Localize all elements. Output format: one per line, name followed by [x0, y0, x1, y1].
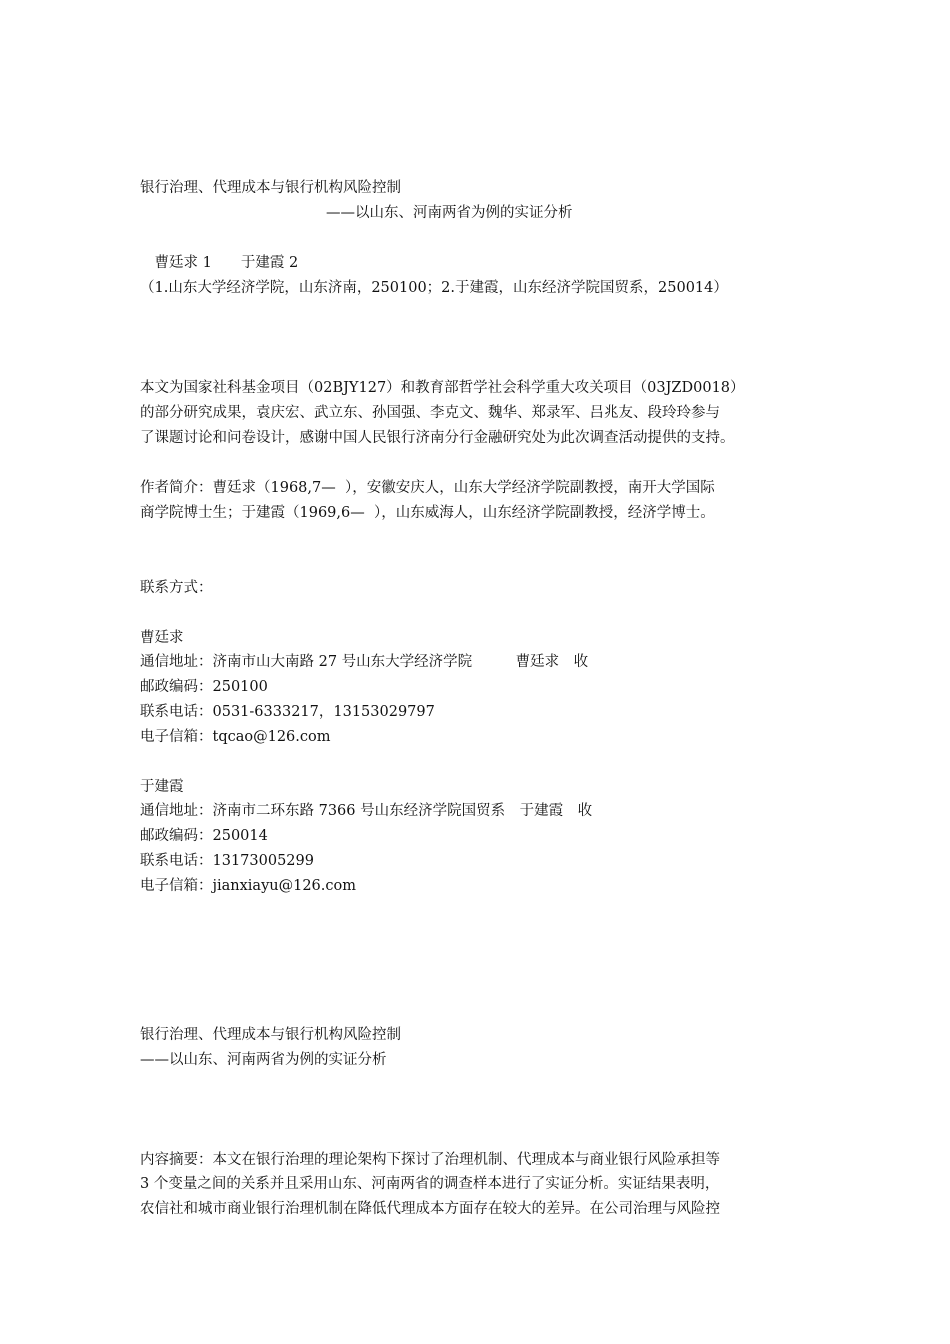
abstract-line: 内容摘要：本文在银行治理的理论架构下探讨了治理机制、代理成本与商业银行风险承担等	[140, 1152, 720, 1168]
contact-name: 于建霞	[140, 779, 184, 795]
document-title: 银行治理、代理成本与银行机构风险控制	[140, 180, 401, 196]
author-names: 曹廷求 1 于建霞 2	[140, 255, 299, 271]
contact-phone: 联系电话：13173005299	[140, 853, 314, 869]
abstract-line: 农信社和城市商业银行治理机制在降低代理成本方面存在较大的差异。在公司治理与风险控	[140, 1201, 720, 1217]
document-subtitle: ——以山东、河南两省为例的实证分析	[326, 205, 573, 221]
section-title: 银行治理、代理成本与银行机构风险控制	[140, 1027, 401, 1043]
bio-line: 作者简介：曹廷求（1968,7— ），安徽安庆人，山东大学经济学院副教授，南开大学国际	[140, 480, 715, 496]
contact-postcode: 邮政编码：250014	[140, 828, 268, 844]
funding-line: 本文为国家社科基金项目（02BJY127）和教育部哲学社会科学重大攻关项目（03JZD0018）	[140, 380, 745, 396]
abstract-line: 3 个变量之间的关系并且采用山东、河南两省的调查样本进行了实证分析。实证结果表明，	[140, 1176, 720, 1192]
contact-name: 曹廷求	[140, 630, 184, 646]
funding-line: 的部分研究成果，袁庆宏、武立东、孙国强、李克文、魏华、郑录军、吕兆友、段玲玲参与	[140, 405, 720, 421]
funding-line: 了课题讨论和问卷设计，感谢中国人民银行济南分行金融研究处为此次调查活动提供的支持。	[140, 430, 735, 446]
contact-postcode: 邮政编码：250100	[140, 679, 268, 695]
contact-address: 通信地址：济南市二环东路 7366 号山东经济学院国贸系 于建霞 收	[140, 803, 593, 819]
author-affiliations: （1.山东大学经济学院，山东济南，250100；2.于建霞，山东经济学院国贸系，250014）	[140, 280, 728, 296]
contact-address: 通信地址：济南市山大南路 27 号山东大学经济学院 曹廷求 收	[140, 654, 589, 670]
contact-email: 电子信箱：jianxiayu@126.com	[140, 878, 356, 894]
bio-line: 商学院博士生；于建霞（1969,6— ），山东威海人，山东经济学院副教授，经济学博士。	[140, 505, 715, 521]
contact-heading: 联系方式：	[140, 580, 213, 596]
contact-email: 电子信箱：tqcao@126.com	[140, 729, 331, 745]
section-subtitle: ——以山东、河南两省为例的实证分析	[140, 1052, 387, 1068]
contact-phone: 联系电话：0531-6333217，13153029797	[140, 704, 435, 720]
